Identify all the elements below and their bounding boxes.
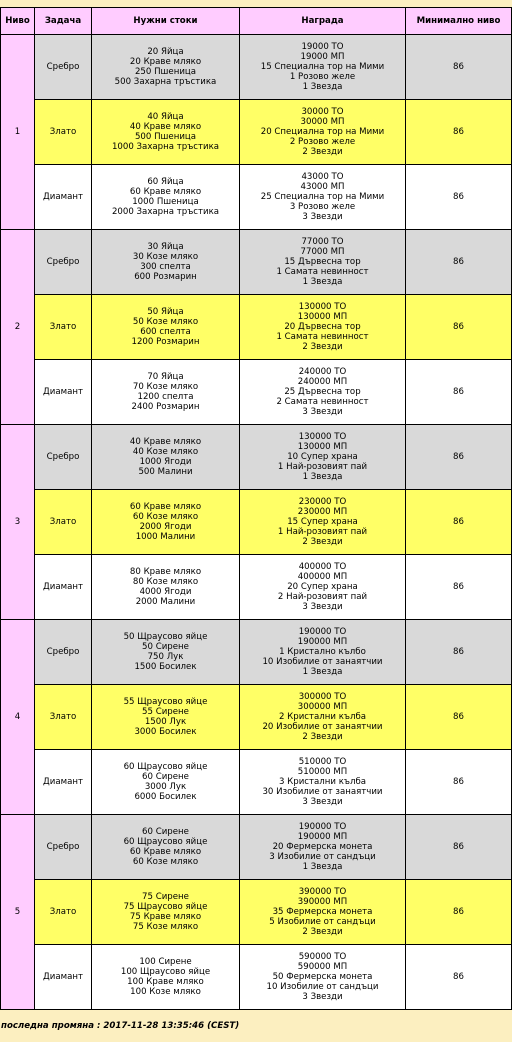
reward-item: 3 Кристални кълба bbox=[278, 777, 367, 787]
needed-good-item: 70 Яйца bbox=[147, 372, 184, 382]
needed-good-item: 60 Щраусово яйце bbox=[123, 762, 208, 772]
header-level: Ниво bbox=[1, 8, 35, 35]
needed-good-item: 40 Яйца bbox=[147, 112, 184, 122]
needed-good-item: 3000 Босилек bbox=[134, 727, 197, 737]
min-level-cell: 86 bbox=[406, 165, 512, 230]
reward-item: 3 Изобилие от сандъци bbox=[269, 852, 376, 862]
reward-item: 400000 ТО bbox=[298, 562, 347, 572]
needed-goods-cell bbox=[92, 880, 240, 945]
table-row bbox=[1, 880, 512, 945]
reward-cell bbox=[240, 165, 406, 230]
reward-item: 30 Изобилие от занаятчии bbox=[262, 787, 383, 797]
reward-item: 25 Специална тор на Мими bbox=[260, 192, 385, 202]
reward-cell bbox=[240, 815, 406, 880]
reward-item: 1 Розово желе bbox=[289, 72, 356, 82]
needed-good-item: 6000 Босилек bbox=[134, 792, 197, 802]
reward-item: 2 Звезди bbox=[302, 537, 343, 547]
reward-item: 2 Розово желе bbox=[289, 137, 356, 147]
reward-item: 3 Звезди bbox=[302, 602, 343, 612]
needed-good-item: 500 Захарна тръстика bbox=[114, 77, 217, 87]
header-reward: Награда bbox=[240, 8, 406, 35]
reward-item: 20 Супер храна bbox=[287, 582, 358, 592]
reward-cell bbox=[240, 360, 406, 425]
reward-item: 20 Изобилие от занаятчии bbox=[262, 722, 383, 732]
min-level-cell: 86 bbox=[406, 100, 512, 165]
needed-good-item: 60 Яйца bbox=[147, 177, 184, 187]
level-cell: 2 bbox=[1, 230, 35, 425]
needed-good-item: 60 Сирене bbox=[142, 827, 189, 837]
reward-item: 43000 МП bbox=[300, 182, 345, 192]
reward-item: 510000 ТО bbox=[298, 757, 347, 767]
reward-cell bbox=[240, 230, 406, 295]
needed-good-item: 20 Яйца bbox=[147, 47, 184, 57]
task-cell: Сребро bbox=[35, 230, 92, 295]
reward-item: 10 Изобилие от занаятчии bbox=[262, 657, 383, 667]
needed-good-item: 50 Козе мляко bbox=[132, 317, 199, 327]
reward-item: 130000 ТО bbox=[298, 302, 347, 312]
reward-item: 50 Фермерска монета bbox=[272, 972, 373, 982]
reward-item: 190000 МП bbox=[297, 637, 348, 647]
reward-item: 190000 ТО bbox=[298, 627, 347, 637]
needed-good-item: 30 Яйца bbox=[147, 242, 184, 252]
min-level-cell: 86 bbox=[406, 555, 512, 620]
reward-item: 300000 МП bbox=[297, 702, 348, 712]
needed-good-item: 50 Сирене bbox=[142, 642, 189, 652]
reward-item: 10 Супер храна bbox=[287, 452, 358, 462]
reward-item: 3 Звезди bbox=[302, 797, 343, 807]
task-cell: Диамант bbox=[35, 750, 92, 815]
needed-good-item: 75 Сирене bbox=[142, 892, 189, 902]
reward-item: 230000 МП bbox=[297, 507, 348, 517]
reward-item: 2 Кристални кълба bbox=[278, 712, 367, 722]
reward-cell bbox=[240, 35, 406, 100]
min-level-cell: 86 bbox=[406, 295, 512, 360]
reward-item: 300000 ТО bbox=[298, 692, 347, 702]
table-row bbox=[1, 100, 512, 165]
needed-goods-cell bbox=[92, 815, 240, 880]
reward-item: 43000 ТО bbox=[301, 172, 344, 182]
reward-item: 20 Дървесна тор bbox=[284, 322, 361, 332]
quest-table bbox=[0, 7, 512, 1010]
reward-item: 130000 МП bbox=[297, 312, 348, 322]
task-cell: Сребро bbox=[35, 35, 92, 100]
needed-goods-cell bbox=[92, 750, 240, 815]
needed-good-item: 500 Малини bbox=[138, 467, 193, 477]
needed-good-item: 20 Краве мляко bbox=[129, 57, 202, 67]
reward-item: 130000 ТО bbox=[298, 432, 347, 442]
reward-item: 20 Фермерска монета bbox=[272, 842, 373, 852]
reward-cell bbox=[240, 750, 406, 815]
task-cell: Диамант bbox=[35, 945, 92, 1010]
reward-item: 15 Дървесна тор bbox=[284, 257, 361, 267]
reward-item: 390000 ТО bbox=[298, 887, 347, 897]
needed-good-item: 30 Козе мляко bbox=[132, 252, 199, 262]
reward-item: 1 Самата невинност bbox=[276, 267, 369, 277]
needed-good-item: 1000 Малини bbox=[135, 532, 196, 542]
table-row bbox=[1, 295, 512, 360]
min-level-cell: 86 bbox=[406, 880, 512, 945]
reward-item: 190000 ТО bbox=[298, 822, 347, 832]
table-row bbox=[1, 35, 512, 100]
table-row bbox=[1, 230, 512, 295]
needed-good-item: 50 Яйца bbox=[147, 307, 184, 317]
reward-item: 35 Фермерска монета bbox=[272, 907, 373, 917]
reward-item: 1 Най-розовият пай bbox=[277, 527, 368, 537]
reward-item: 2 Звезди bbox=[302, 732, 343, 742]
reward-item: 1 Звезда bbox=[302, 472, 343, 482]
header-min-level: Минимално ниво bbox=[406, 8, 512, 35]
reward-item: 2 Звезди bbox=[302, 147, 343, 157]
min-level-cell: 86 bbox=[406, 945, 512, 1010]
needed-good-item: 60 Козе мляко bbox=[132, 512, 199, 522]
needed-good-item: 60 Краве мляко bbox=[129, 502, 202, 512]
task-cell: Диамант bbox=[35, 165, 92, 230]
needed-good-item: 1000 Ягоди bbox=[139, 457, 192, 467]
reward-cell bbox=[240, 620, 406, 685]
needed-good-item: 40 Краве мляко bbox=[129, 437, 202, 447]
reward-cell bbox=[240, 100, 406, 165]
reward-item: 2 Звезди bbox=[302, 927, 343, 937]
needed-good-item: 600 спелта bbox=[140, 327, 191, 337]
needed-good-item: 75 Краве мляко bbox=[129, 912, 202, 922]
reward-item: 77000 ТО bbox=[301, 237, 344, 247]
needed-good-item: 750 Лук bbox=[147, 652, 184, 662]
needed-good-item: 1500 Босилек bbox=[134, 662, 197, 672]
min-level-cell: 86 bbox=[406, 620, 512, 685]
table-row bbox=[1, 425, 512, 490]
level-cell: 5 bbox=[1, 815, 35, 1010]
needed-goods-cell bbox=[92, 945, 240, 1010]
reward-item: 130000 МП bbox=[297, 442, 348, 452]
table-row bbox=[1, 555, 512, 620]
reward-item: 3 Звезди bbox=[302, 212, 343, 222]
task-cell: Злато bbox=[35, 685, 92, 750]
task-cell: Сребро bbox=[35, 620, 92, 685]
reward-item: 77000 МП bbox=[300, 247, 345, 257]
header-row bbox=[1, 8, 512, 35]
needed-good-item: 1200 спелта bbox=[137, 392, 194, 402]
needed-good-item: 1200 Розмарин bbox=[131, 337, 200, 347]
min-level-cell: 86 bbox=[406, 685, 512, 750]
reward-item: 240000 ТО bbox=[298, 367, 347, 377]
needed-good-item: 2000 Захарна тръстика bbox=[111, 207, 220, 217]
reward-item: 2 Най-розовият пай bbox=[277, 592, 368, 602]
reward-item: 390000 МП bbox=[297, 897, 348, 907]
needed-goods-cell bbox=[92, 555, 240, 620]
needed-goods-cell bbox=[92, 35, 240, 100]
level-cell: 1 bbox=[1, 35, 35, 230]
needed-goods-cell bbox=[92, 165, 240, 230]
reward-item: 10 Изобилие от сандъци bbox=[266, 982, 379, 992]
task-cell: Диамант bbox=[35, 360, 92, 425]
quest-table-body bbox=[1, 35, 512, 1010]
needed-good-item: 75 Щраусово яйце bbox=[123, 902, 208, 912]
reward-item: 230000 ТО bbox=[298, 497, 347, 507]
needed-good-item: 70 Козе мляко bbox=[132, 382, 199, 392]
needed-good-item: 60 Козе мляко bbox=[132, 857, 199, 867]
needed-good-item: 100 Сирене bbox=[139, 957, 192, 967]
reward-item: 1 Кристално кълбо bbox=[279, 647, 366, 657]
min-level-cell: 86 bbox=[406, 360, 512, 425]
table-row bbox=[1, 165, 512, 230]
header-needed-goods: Нужни стоки bbox=[92, 8, 240, 35]
task-cell: Диамант bbox=[35, 555, 92, 620]
reward-item: 19000 ТО bbox=[301, 42, 344, 52]
reward-item: 19000 МП bbox=[300, 52, 345, 62]
needed-good-item: 2000 Малини bbox=[135, 597, 196, 607]
reward-cell bbox=[240, 685, 406, 750]
table-row bbox=[1, 685, 512, 750]
reward-item: 15 Супер храна bbox=[287, 517, 358, 527]
needed-goods-cell bbox=[92, 100, 240, 165]
reward-cell bbox=[240, 555, 406, 620]
min-level-cell: 86 bbox=[406, 750, 512, 815]
table-row bbox=[1, 945, 512, 1010]
needed-good-item: 1000 Пшеница bbox=[132, 197, 199, 207]
needed-goods-cell bbox=[92, 425, 240, 490]
needed-good-item: 1500 Лук bbox=[144, 717, 187, 727]
needed-good-item: 40 Краве мляко bbox=[129, 122, 202, 132]
task-cell: Сребро bbox=[35, 815, 92, 880]
needed-good-item: 2000 Ягоди bbox=[139, 522, 192, 532]
needed-good-item: 100 Щраусово яйце bbox=[120, 967, 211, 977]
table-row bbox=[1, 360, 512, 425]
reward-item: 30000 ТО bbox=[301, 107, 344, 117]
reward-item: 2 Самата невинност bbox=[276, 397, 369, 407]
reward-item: 3 Звезди bbox=[302, 407, 343, 417]
task-cell: Злато bbox=[35, 490, 92, 555]
reward-item: 240000 МП bbox=[297, 377, 348, 387]
needed-good-item: 80 Козе мляко bbox=[132, 577, 199, 587]
needed-good-item: 50 Щраусово яйце bbox=[123, 632, 208, 642]
table-row bbox=[1, 620, 512, 685]
needed-good-item: 60 Краве мляко bbox=[129, 187, 202, 197]
needed-good-item: 600 Розмарин bbox=[134, 272, 197, 282]
needed-good-item: 60 Щраусово яйце bbox=[123, 837, 208, 847]
min-level-cell: 86 bbox=[406, 815, 512, 880]
task-cell: Сребро bbox=[35, 425, 92, 490]
reward-item: 190000 МП bbox=[297, 832, 348, 842]
table-row bbox=[1, 490, 512, 555]
reward-item: 1 Звезда bbox=[302, 82, 343, 92]
table-row bbox=[1, 815, 512, 880]
level-cell: 4 bbox=[1, 620, 35, 815]
needed-good-item: 60 Сирене bbox=[142, 772, 189, 782]
reward-cell bbox=[240, 490, 406, 555]
needed-good-item: 60 Краве мляко bbox=[129, 847, 202, 857]
reward-item: 15 Специална тор на Мими bbox=[260, 62, 385, 72]
reward-item: 5 Изобилие от сандъци bbox=[269, 917, 376, 927]
needed-good-item: 100 Козе мляко bbox=[130, 987, 201, 997]
min-level-cell: 86 bbox=[406, 35, 512, 100]
task-cell: Злато bbox=[35, 880, 92, 945]
min-level-cell: 86 bbox=[406, 230, 512, 295]
needed-goods-cell bbox=[92, 490, 240, 555]
needed-good-item: 1000 Захарна тръстика bbox=[111, 142, 220, 152]
needed-good-item: 40 Козе мляко bbox=[132, 447, 199, 457]
needed-goods-cell bbox=[92, 620, 240, 685]
reward-item: 510000 МП bbox=[297, 767, 348, 777]
reward-item: 1 Звезда bbox=[302, 862, 343, 872]
needed-good-item: 55 Сирене bbox=[142, 707, 189, 717]
reward-item: 2 Звезди bbox=[302, 342, 343, 352]
reward-cell bbox=[240, 880, 406, 945]
needed-good-item: 500 Пшеница bbox=[134, 132, 197, 142]
table-row bbox=[1, 750, 512, 815]
needed-good-item: 75 Козе мляко bbox=[132, 922, 199, 932]
reward-item: 400000 МП bbox=[297, 572, 348, 582]
reward-item: 590000 ТО bbox=[298, 952, 347, 962]
reward-item: 1 Самата невинност bbox=[276, 332, 369, 342]
last-modified-note: последна промяна : 2017-11-28 13:35:46 (CEST) bbox=[1, 1021, 240, 1031]
min-level-cell: 86 bbox=[406, 490, 512, 555]
reward-cell bbox=[240, 295, 406, 360]
task-cell: Злато bbox=[35, 295, 92, 360]
reward-item: 1 Звезда bbox=[302, 667, 343, 677]
needed-goods-cell bbox=[92, 685, 240, 750]
needed-goods-cell bbox=[92, 295, 240, 360]
reward-cell bbox=[240, 425, 406, 490]
needed-good-item: 3000 Лук bbox=[144, 782, 187, 792]
needed-good-item: 250 Пшеница bbox=[134, 67, 197, 77]
reward-item: 590000 МП bbox=[297, 962, 348, 972]
needed-good-item: 100 Краве мляко bbox=[127, 977, 204, 987]
min-level-cell: 86 bbox=[406, 425, 512, 490]
reward-item: 1 Най-розовият пай bbox=[277, 462, 368, 472]
needed-goods-cell bbox=[92, 360, 240, 425]
reward-item: 3 Розово желе bbox=[289, 202, 356, 212]
reward-item: 30000 МП bbox=[300, 117, 345, 127]
needed-good-item: 4000 Ягоди bbox=[139, 587, 192, 597]
needed-good-item: 55 Щраусово яйце bbox=[123, 697, 208, 707]
needed-goods-cell bbox=[92, 230, 240, 295]
reward-cell bbox=[240, 945, 406, 1010]
needed-good-item: 80 Краве мляко bbox=[129, 567, 202, 577]
needed-good-item: 2400 Розмарин bbox=[131, 402, 200, 412]
header-task: Задача bbox=[35, 8, 92, 35]
reward-item: 25 Дървесна тор bbox=[284, 387, 361, 397]
reward-item: 1 Звезда bbox=[302, 277, 343, 287]
needed-good-item: 300 спелта bbox=[140, 262, 191, 272]
task-cell: Злато bbox=[35, 100, 92, 165]
level-cell: 3 bbox=[1, 425, 35, 620]
reward-item: 20 Специална тор на Мими bbox=[260, 127, 385, 137]
reward-item: 3 Звезди bbox=[302, 992, 343, 1002]
